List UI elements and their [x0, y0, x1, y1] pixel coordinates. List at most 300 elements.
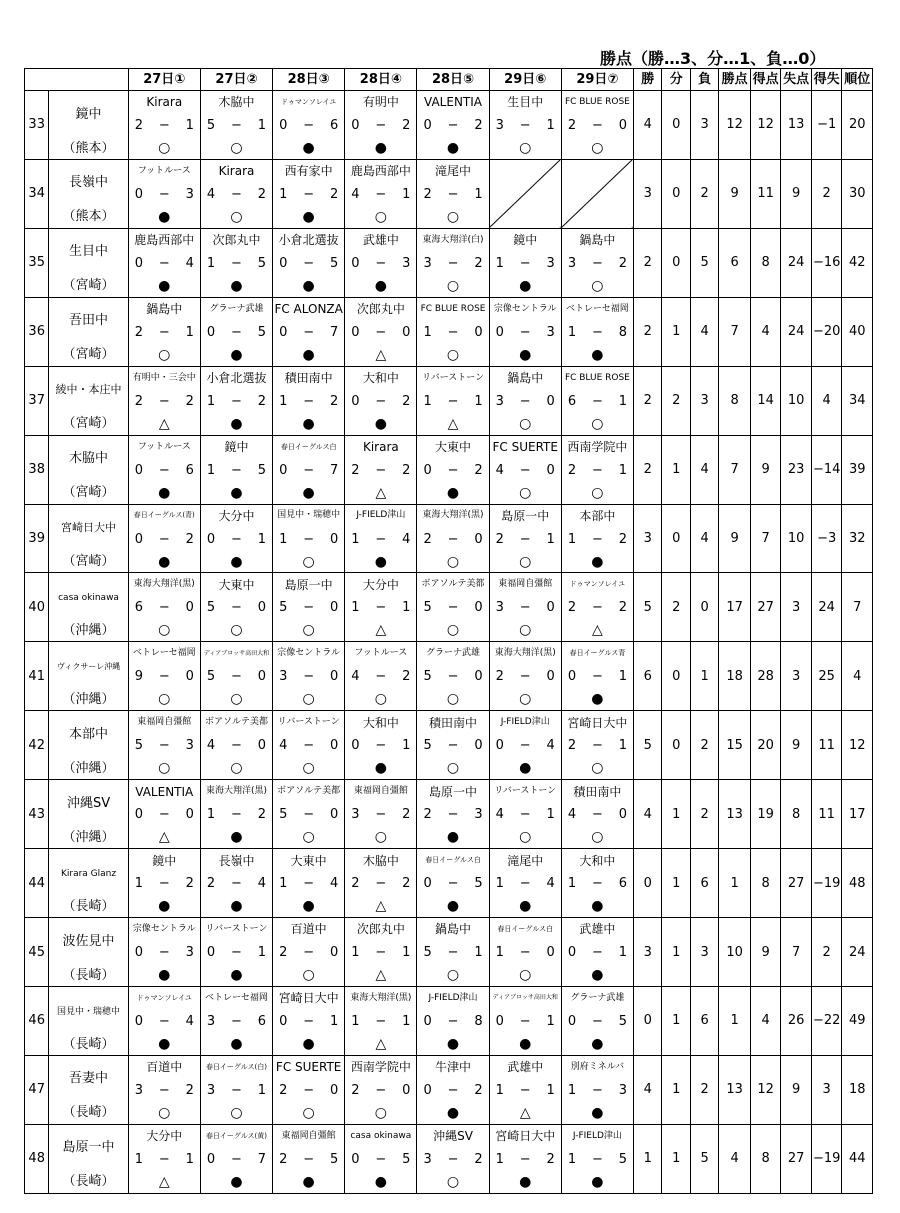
stat-goals-against: 8	[781, 780, 812, 849]
score-wrap	[345, 464, 416, 477]
opponent-name: FC ALONZA	[273, 297, 345, 320]
team-row	[25, 297, 873, 320]
stat-points: 6	[719, 228, 751, 297]
result-mark: ●	[561, 344, 633, 366]
opponent-name: 武雄中	[561, 918, 633, 941]
score-dash: −	[375, 255, 387, 271]
team-name-text: 生目中	[69, 244, 109, 260]
stat-goals-for: 12	[750, 91, 781, 160]
opponent-name: 鍋島中	[128, 297, 200, 320]
score-dash: −	[519, 738, 531, 754]
score-against: 3	[618, 1082, 627, 1098]
stat-rank: 7	[842, 573, 873, 642]
score-for: 5	[423, 738, 432, 754]
score-against: 0	[185, 600, 194, 616]
match-score	[345, 803, 417, 826]
opponent-name: リバーストーン	[489, 780, 561, 803]
team-name-text: 長嶺中	[69, 175, 109, 191]
team-number: 46	[25, 986, 49, 1055]
stat-losses: 2	[690, 1055, 718, 1124]
opponent-name: 有明中・三会中	[128, 366, 200, 389]
score-wrap	[562, 739, 633, 752]
result-mark: ○	[489, 413, 561, 435]
match-score	[273, 183, 345, 206]
opponent-name: 西南学院中	[345, 1055, 417, 1078]
result-mark: ○	[417, 344, 489, 366]
score-dash: −	[447, 669, 459, 685]
team-name-text: 綾中・本庄中	[55, 383, 122, 397]
stat-rank: 12	[842, 711, 873, 780]
score-dash: −	[591, 600, 603, 616]
result-mark: △	[489, 1102, 561, 1124]
match-score	[200, 1010, 272, 1033]
stat-goals-against: 27	[781, 849, 812, 918]
match-score	[345, 183, 417, 206]
score-wrap	[273, 1153, 344, 1166]
score-dash: −	[303, 600, 315, 616]
result-mark: ○	[273, 551, 345, 573]
opponent-name: グラーナ武雄	[417, 642, 489, 665]
team-row	[25, 918, 873, 941]
opponent-name: 積田南中	[273, 366, 345, 389]
match-score	[489, 1079, 561, 1102]
team-name	[49, 366, 128, 413]
team-name-text: 吾田中	[69, 313, 109, 329]
score-against: 1	[257, 531, 267, 547]
score-dash: −	[519, 1013, 531, 1029]
score-against: 4	[546, 876, 555, 892]
stat-header: 負	[690, 69, 718, 91]
team-name-text: 島原一中	[62, 1140, 115, 1156]
opponent-name: FC SUERTE	[273, 1055, 345, 1078]
match-score	[200, 252, 272, 275]
result-mark: ●	[417, 1033, 489, 1055]
result-mark: ○	[561, 757, 633, 779]
match-score	[561, 803, 633, 826]
match-score	[345, 390, 417, 413]
score-for: 0	[567, 945, 577, 961]
match-score	[489, 390, 561, 413]
score-against: 3	[546, 255, 555, 271]
score-for: 5	[423, 600, 432, 616]
stat-points: 9	[719, 504, 751, 573]
score-wrap	[345, 1153, 416, 1166]
score-against: 6	[618, 876, 627, 892]
score-dash: −	[591, 462, 603, 478]
result-mark: ●	[561, 895, 633, 917]
opponent-name: 滝尾中	[489, 849, 561, 872]
stat-wins: 2	[634, 435, 662, 504]
stat-header: 得失	[811, 69, 842, 91]
match-score	[489, 458, 561, 481]
opponent-name: 次郎丸中	[200, 228, 272, 251]
match-score	[200, 183, 272, 206]
team-number: 38	[25, 435, 49, 504]
match-score	[489, 872, 561, 895]
stat-goals-for: 4	[750, 986, 781, 1055]
score-for: 2	[495, 531, 504, 547]
stat-points: 8	[719, 366, 751, 435]
opponent-name: 鍋島中	[489, 366, 561, 389]
score-dash: −	[303, 1082, 315, 1098]
result-mark: ○	[417, 1171, 489, 1194]
result-mark: ○	[128, 344, 200, 366]
team-name	[49, 1055, 128, 1102]
result-mark: ○	[128, 689, 200, 711]
stat-goals-for: 8	[750, 228, 781, 297]
match-score	[200, 665, 272, 688]
opponent-name: Kirara	[345, 435, 417, 458]
score-wrap	[129, 1153, 200, 1166]
match-score	[273, 1148, 345, 1171]
match-score	[417, 803, 489, 826]
match-score	[128, 872, 200, 895]
opponent-name: 小倉北選抜	[273, 228, 345, 251]
score-wrap	[129, 670, 200, 683]
match-score	[417, 114, 489, 137]
team-number: 41	[25, 642, 49, 711]
score-for: 0	[206, 1151, 216, 1167]
score-for: 5	[206, 117, 216, 133]
stat-goals-for: 12	[750, 1055, 781, 1124]
opponent-name: 東福岡自彊館	[128, 711, 200, 734]
stat-goals-for: 19	[750, 780, 781, 849]
stat-draws: 2	[662, 573, 690, 642]
score-against: 0	[402, 1082, 411, 1098]
result-mark: ●	[273, 413, 345, 435]
opponent-name: ボアソルテ美都	[417, 573, 489, 596]
score-dash: −	[158, 945, 170, 961]
score-against: 2	[474, 117, 483, 133]
score-for: 3	[567, 255, 577, 271]
score-wrap	[490, 1153, 561, 1166]
score-for: 2	[423, 531, 432, 547]
team-row	[25, 159, 873, 182]
score-dash: −	[591, 324, 603, 340]
score-against: 1	[402, 186, 411, 202]
match-score	[273, 114, 345, 137]
score-for: 1	[351, 945, 360, 961]
score-wrap	[201, 1153, 272, 1166]
match-score	[417, 941, 489, 964]
score-for: 3	[495, 117, 504, 133]
score-wrap	[562, 533, 633, 546]
stat-losses: 3	[690, 366, 718, 435]
result-mark: ○	[273, 826, 345, 848]
match-score	[561, 1079, 633, 1102]
score-against: 4	[185, 255, 194, 271]
score-wrap	[417, 464, 488, 477]
score-wrap	[201, 1084, 272, 1097]
result-mark: ●	[489, 757, 561, 779]
score-for: 2	[351, 462, 360, 478]
score-wrap	[345, 808, 416, 821]
score-dash: −	[591, 1082, 603, 1098]
team-name-text: ヴィクサーレ沖縄	[56, 661, 121, 671]
score-for: 2	[351, 876, 360, 892]
score-dash: −	[591, 738, 603, 754]
result-mark: ○	[561, 137, 633, 159]
stat-rank: 17	[842, 780, 873, 849]
score-dash: −	[519, 600, 531, 616]
team-number: 34	[25, 159, 49, 228]
score-dash: −	[303, 186, 315, 202]
score-for: 3	[495, 393, 504, 409]
opponent-name: ボアソルテ美都	[273, 780, 345, 803]
score-dash: −	[591, 531, 603, 547]
opponent-name: 西南学院中	[561, 435, 633, 458]
result-mark: △	[345, 964, 417, 986]
score-for: 5	[279, 600, 288, 616]
score-for: 5	[206, 669, 216, 685]
score-for: 3	[351, 807, 360, 823]
stat-rank: 32	[842, 504, 873, 573]
score-against: 1	[257, 1082, 267, 1098]
score-dash: −	[447, 255, 459, 271]
match-header: 28日④	[345, 69, 417, 91]
opponent-name: VALENTIA	[128, 780, 200, 803]
score-dash: −	[158, 393, 170, 409]
score-dash: −	[447, 807, 459, 823]
result-mark: ○	[345, 1102, 417, 1124]
stat-wins: 4	[634, 780, 662, 849]
opponent-name: 宗像セントラル	[128, 918, 200, 941]
opponent-name: FC BLUE ROSE	[561, 91, 633, 114]
score-dash: −	[303, 945, 315, 961]
score-wrap	[273, 533, 344, 546]
stat-wins: 3	[634, 918, 662, 987]
match-score	[273, 665, 345, 688]
team-name-text: 宮崎日大中	[61, 521, 117, 535]
score-wrap	[273, 326, 344, 339]
score-against: 1	[474, 945, 483, 961]
stat-goals-against: 24	[781, 228, 812, 297]
score-wrap	[562, 946, 633, 959]
match-score	[345, 872, 417, 895]
opponent-name: 大東中	[417, 435, 489, 458]
score-dash: −	[519, 462, 531, 478]
result-mark: ○	[200, 689, 272, 711]
match-score	[200, 596, 272, 619]
result-mark: ○	[489, 620, 561, 642]
score-dash: −	[158, 324, 170, 340]
score-for: 0	[495, 1013, 504, 1029]
match-score	[561, 252, 633, 275]
match-score	[200, 734, 272, 757]
opponent-name: 東福岡自彊館	[273, 1124, 345, 1147]
stat-losses: 3	[690, 91, 718, 160]
score-against: 0	[329, 1082, 339, 1098]
team-prefecture: （沖縄）	[49, 826, 128, 848]
score-against: 1	[402, 600, 411, 616]
score-against: 2	[402, 669, 411, 685]
score-dash: −	[231, 600, 242, 616]
score-dash: −	[231, 186, 242, 202]
opponent-name: 本部中	[561, 504, 633, 527]
opponent-name: リバーストーン	[273, 711, 345, 734]
score-wrap	[562, 257, 633, 270]
stat-losses: 2	[690, 159, 718, 228]
team-number: 44	[25, 849, 49, 918]
score-for: 5	[279, 807, 288, 823]
score-for: 4	[206, 186, 216, 202]
score-for: 1	[495, 1151, 504, 1167]
opponent-name: J-FIELD津山	[489, 711, 561, 734]
score-wrap	[129, 119, 200, 132]
score-dash: −	[231, 738, 242, 754]
score-dash: −	[519, 255, 531, 271]
stat-goal-diff: 24	[811, 573, 842, 642]
score-dash: −	[158, 1082, 170, 1098]
team-prefecture: （沖縄）	[49, 757, 128, 779]
score-against: 1	[185, 117, 194, 133]
stat-goals-for: 7	[750, 504, 781, 573]
stat-rank: 4	[842, 642, 873, 711]
header-row	[25, 69, 873, 91]
result-mark: ●	[561, 1033, 633, 1055]
score-against: 2	[474, 462, 483, 478]
match-score	[128, 458, 200, 481]
score-wrap	[490, 946, 561, 959]
score-against: 0	[329, 669, 339, 685]
score-for: 1	[567, 1082, 577, 1098]
score-dash: −	[158, 1151, 170, 1167]
score-for: 2	[567, 738, 577, 754]
score-for: 1	[567, 324, 577, 340]
result-mark: ●	[200, 275, 272, 297]
score-wrap	[129, 1084, 200, 1097]
score-for: 0	[423, 1082, 432, 1098]
score-for: 5	[423, 945, 432, 961]
score-wrap	[345, 533, 416, 546]
score-for: 3	[423, 255, 432, 271]
result-mark: ●	[489, 344, 561, 366]
opponent-name: ベトレーセ福岡	[128, 642, 200, 665]
score-dash: −	[519, 807, 531, 823]
score-dash: −	[519, 1151, 531, 1167]
team-row	[25, 435, 873, 458]
score-against: 2	[257, 393, 267, 409]
score-wrap	[201, 670, 272, 683]
opponent-name: ディアブロッサ高田大和	[200, 642, 272, 665]
match-score	[345, 1079, 417, 1102]
stat-points: 1	[719, 986, 751, 1055]
stat-rank: 20	[842, 91, 873, 160]
score-for: 0	[567, 669, 577, 685]
result-mark: ○	[561, 413, 633, 435]
opponent-name: 春日イーグルス白	[489, 918, 561, 941]
score-for: 0	[351, 1151, 360, 1167]
score-dash: −	[447, 1151, 459, 1167]
score-dash: −	[231, 945, 242, 961]
score-for: 2	[206, 876, 216, 892]
score-for: 0	[567, 1013, 577, 1029]
score-wrap	[273, 257, 344, 270]
team-name	[49, 780, 128, 827]
standings-table	[24, 68, 873, 1194]
score-against: 2	[402, 462, 411, 478]
result-mark: ●	[561, 1171, 633, 1194]
stat-points: 12	[719, 91, 751, 160]
score-against: 2	[402, 876, 411, 892]
score-dash: −	[375, 462, 387, 478]
score-for: 0	[279, 255, 288, 271]
score-dash: −	[519, 876, 531, 892]
score-dash: −	[447, 1082, 459, 1098]
score-wrap	[345, 395, 416, 408]
stat-goals-against: 9	[781, 711, 812, 780]
score-against: 2	[618, 255, 627, 271]
result-mark: ●	[273, 482, 345, 504]
stat-goals-for: 9	[750, 435, 781, 504]
opponent-name: ベトレーセ福岡	[561, 297, 633, 320]
opponent-name: 鍋島中	[417, 918, 489, 941]
match-score	[345, 458, 417, 481]
score-for: 9	[134, 669, 143, 685]
score-wrap	[201, 395, 272, 408]
score-dash: −	[447, 186, 459, 202]
score-wrap	[417, 739, 488, 752]
score-dash: −	[231, 876, 242, 892]
match-score	[417, 665, 489, 688]
score-wrap	[273, 946, 344, 959]
score-against: 5	[329, 1151, 339, 1167]
stat-draws: 1	[662, 435, 690, 504]
opponent-name: 東海大翔洋(黒)	[489, 642, 561, 665]
opponent-name: 島原一中	[417, 780, 489, 803]
match-score	[345, 1010, 417, 1033]
score-wrap	[562, 1153, 633, 1166]
score-wrap	[417, 1153, 488, 1166]
score-dash: −	[447, 600, 459, 616]
match-score	[489, 321, 561, 344]
score-dash: −	[375, 393, 387, 409]
opponent-name: 百道中	[273, 918, 345, 941]
score-for: 1	[279, 393, 288, 409]
team-name-text: 国見中・瑞穂中	[57, 1006, 121, 1017]
score-wrap	[345, 1084, 416, 1097]
score-wrap	[490, 808, 561, 821]
score-for: 1	[134, 876, 143, 892]
match-score	[417, 1010, 489, 1033]
score-wrap	[129, 601, 200, 614]
opponent-name: 東海大翔洋(白)	[417, 228, 489, 251]
opponent-name: 春日イーグルス(白)	[200, 1055, 272, 1078]
opponent-name: フットルース	[345, 642, 417, 665]
team-name-text: Kirara Glanz	[60, 868, 117, 879]
score-for: 0	[279, 117, 288, 133]
score-dash: −	[158, 255, 170, 271]
score-wrap	[345, 670, 416, 683]
team-name	[49, 573, 128, 620]
opponent-name: J-FIELD津山	[561, 1124, 633, 1147]
score-wrap	[490, 601, 561, 614]
team-name	[49, 159, 128, 206]
score-against: 3	[546, 324, 555, 340]
score-dash: −	[375, 876, 387, 892]
match-score	[489, 1010, 561, 1033]
score-against: 0	[474, 669, 483, 685]
stat-goals-against: 3	[781, 573, 812, 642]
stat-losses: 6	[690, 849, 718, 918]
opponent-name: 大分中	[345, 573, 417, 596]
score-for: 1	[495, 945, 504, 961]
score-wrap	[562, 877, 633, 890]
score-wrap	[490, 395, 561, 408]
score-for: 0	[279, 462, 288, 478]
result-mark: ○	[489, 826, 561, 848]
score-wrap	[345, 1015, 416, 1028]
